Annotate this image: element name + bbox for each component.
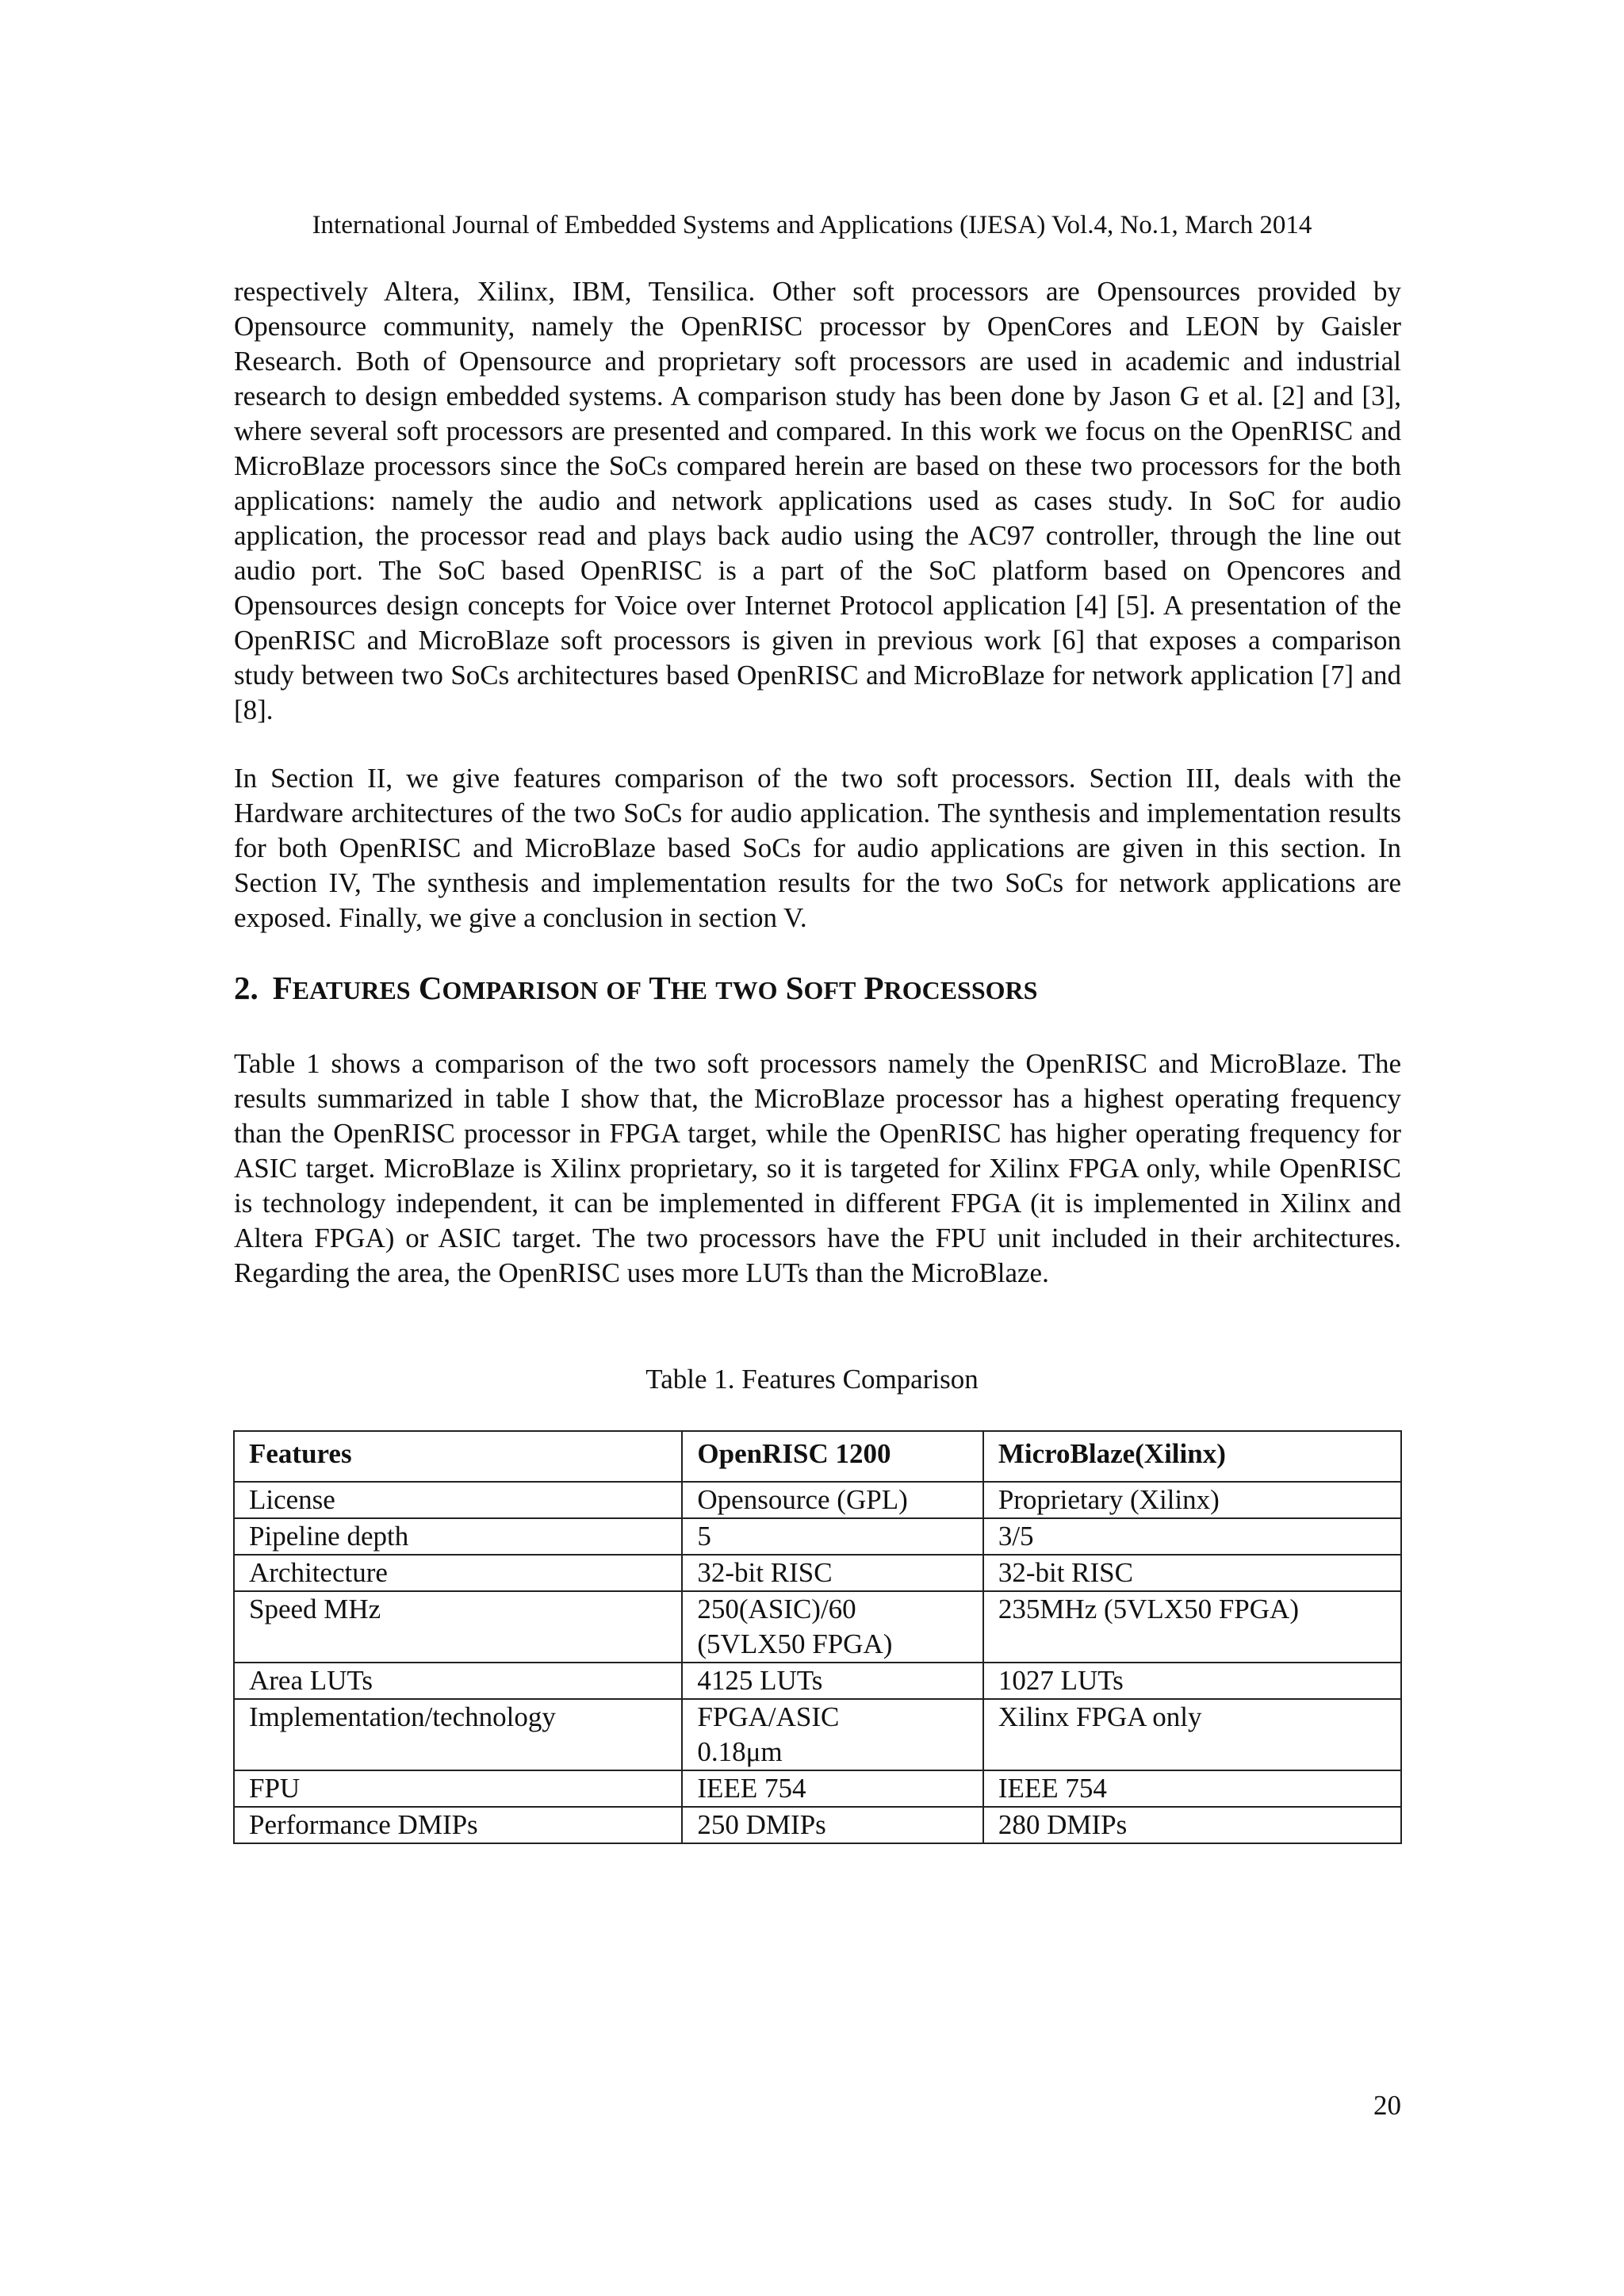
table-cell: 3/5 (983, 1518, 1401, 1555)
table-cell: Architecture (234, 1555, 682, 1591)
table-header-cell: OpenRISC 1200 (682, 1431, 982, 1482)
table-header-cell: MicroBlaze(Xilinx) (983, 1431, 1401, 1482)
table-cell: IEEE 754 (682, 1770, 982, 1807)
table-cell: Area LUTs (234, 1663, 682, 1699)
body-paragraph-table-discussion: Table 1 shows a comparison of the two soft processors namely the OpenRISC and MicroBlaze. The results summarized in table I show that, the MicroBlaze processor has a highest operating frequency than the OpenRISC processor in FPGA target, while the OpenRISC has higher operating frequency for ASIC target. MicroBlaze is Xilinx proprietary, so it is targeted for Xilinx FPGA only, while OpenRISC is technology independent, it can be implemented in different FPGA (it is implemented in Xilinx and Altera FPGA) or ASIC target. The two processors have the FPU unit included in their architectures. Regarding the area, the OpenRISC uses more LUTs than the MicroBlaze. (234, 1048, 1401, 1288)
table-cell: License (234, 1482, 682, 1518)
table-cell-line: (5VLX50 FPGA) (697, 1628, 893, 1659)
table-cell (682, 1699, 982, 1770)
table-cell: 280 DMIPs (983, 1807, 1401, 1843)
table-cell: Proprietary (Xilinx) (983, 1482, 1401, 1518)
table-cell: IEEE 754 (983, 1770, 1401, 1807)
table-caption: Table 1. Features Comparison (645, 1364, 979, 1395)
table-cell: 32-bit RISC (983, 1555, 1401, 1591)
section-heading (234, 966, 1401, 1012)
table-cell: 1027 LUTs (983, 1663, 1401, 1699)
table-cell-line: FPGA/ASIC (697, 1701, 840, 1732)
table-row (234, 1591, 1401, 1663)
table-cell: Opensource (GPL) (682, 1482, 982, 1518)
section-title: FEATURES COMPARISON OF THE TWO SOFT PROCESSORS (272, 970, 1038, 1006)
table-row (234, 1807, 1401, 1843)
table-cell-line: 250(ASIC)/60 (697, 1594, 856, 1624)
table-cell: Performance DMIPs (234, 1807, 682, 1843)
table-row (234, 1699, 1401, 1770)
table-cell: 235MHz (5VLX50 FPGA) (983, 1591, 1401, 1663)
body-paragraph-intro: respectively Altera, Xilinx, IBM, Tensilica. Other soft processors are Opensources provided by Opensource community, namely the OpenRISC processor by OpenCores and LEON by Gaisler Research. Both of Opensource and proprietary soft processors are used in academic and industrial research to design embedded systems. A comparison study has been done by Jason G et al. [2] and [3], where several soft processors are presented and compared. In this work we focus on the OpenRISC and MicroBlaze processors since the SoCs compared herein are based on these two processors for the both applications: namely the audio and network applications used as cases study. In SoC for audio application, the processor read and plays back audio using the AC97 controller, through the line out audio port. The SoC based OpenRISC is a part of the SoC platform based on Opencores and Opensources design concepts for Voice over Internet Protocol application [4] [5]. A presentation of the OpenRISC and MicroBlaze soft processors is given in previous work [6] that exposes a comparison study between two SoCs architectures based OpenRISC and MicroBlaze for network application [7] and [8]. (234, 276, 1401, 725)
table-cell: 5 (682, 1518, 982, 1555)
table-cell (682, 1591, 982, 1663)
features-comparison-table (233, 1430, 1402, 1844)
table-row (234, 1770, 1401, 1807)
table-cell: Xilinx FPGA only (983, 1699, 1401, 1770)
table-row (234, 1518, 1401, 1555)
table-cell: Implementation/technology (234, 1699, 682, 1770)
table-row (234, 1555, 1401, 1591)
table-row (234, 1663, 1401, 1699)
table-cell: FPU (234, 1770, 682, 1807)
table-cell: 250 DMIPs (682, 1807, 982, 1843)
table-cell: Speed MHz (234, 1591, 682, 1663)
body-paragraph-outline: In Section II, we give features comparison of the two soft processors. Section III, deals with the Hardware architectures of the two SoCs for audio application. The synthesis and implementation results for both OpenRISC and MicroBlaze based SoCs for audio applications are given in this section. In Section IV, The synthesis and implementation results for the two SoCs for network applications are exposed. Finally, we give a conclusion in section V. (234, 763, 1401, 933)
table-header-cell: Features (234, 1431, 682, 1482)
table-header-row (234, 1431, 1401, 1482)
section-number: 2. (234, 970, 259, 1006)
running-header: International Journal of Embedded Systems and Applications (IJESA) Vol.4, No.1, March 2014 (312, 211, 1312, 239)
table-cell-line: 0.18μm (697, 1736, 783, 1767)
page-number: 20 (1373, 2090, 1401, 2121)
table-cell: 4125 LUTs (682, 1663, 982, 1699)
table-cell: 32-bit RISC (682, 1555, 982, 1591)
table-cell: Pipeline depth (234, 1518, 682, 1555)
table-row (234, 1482, 1401, 1518)
